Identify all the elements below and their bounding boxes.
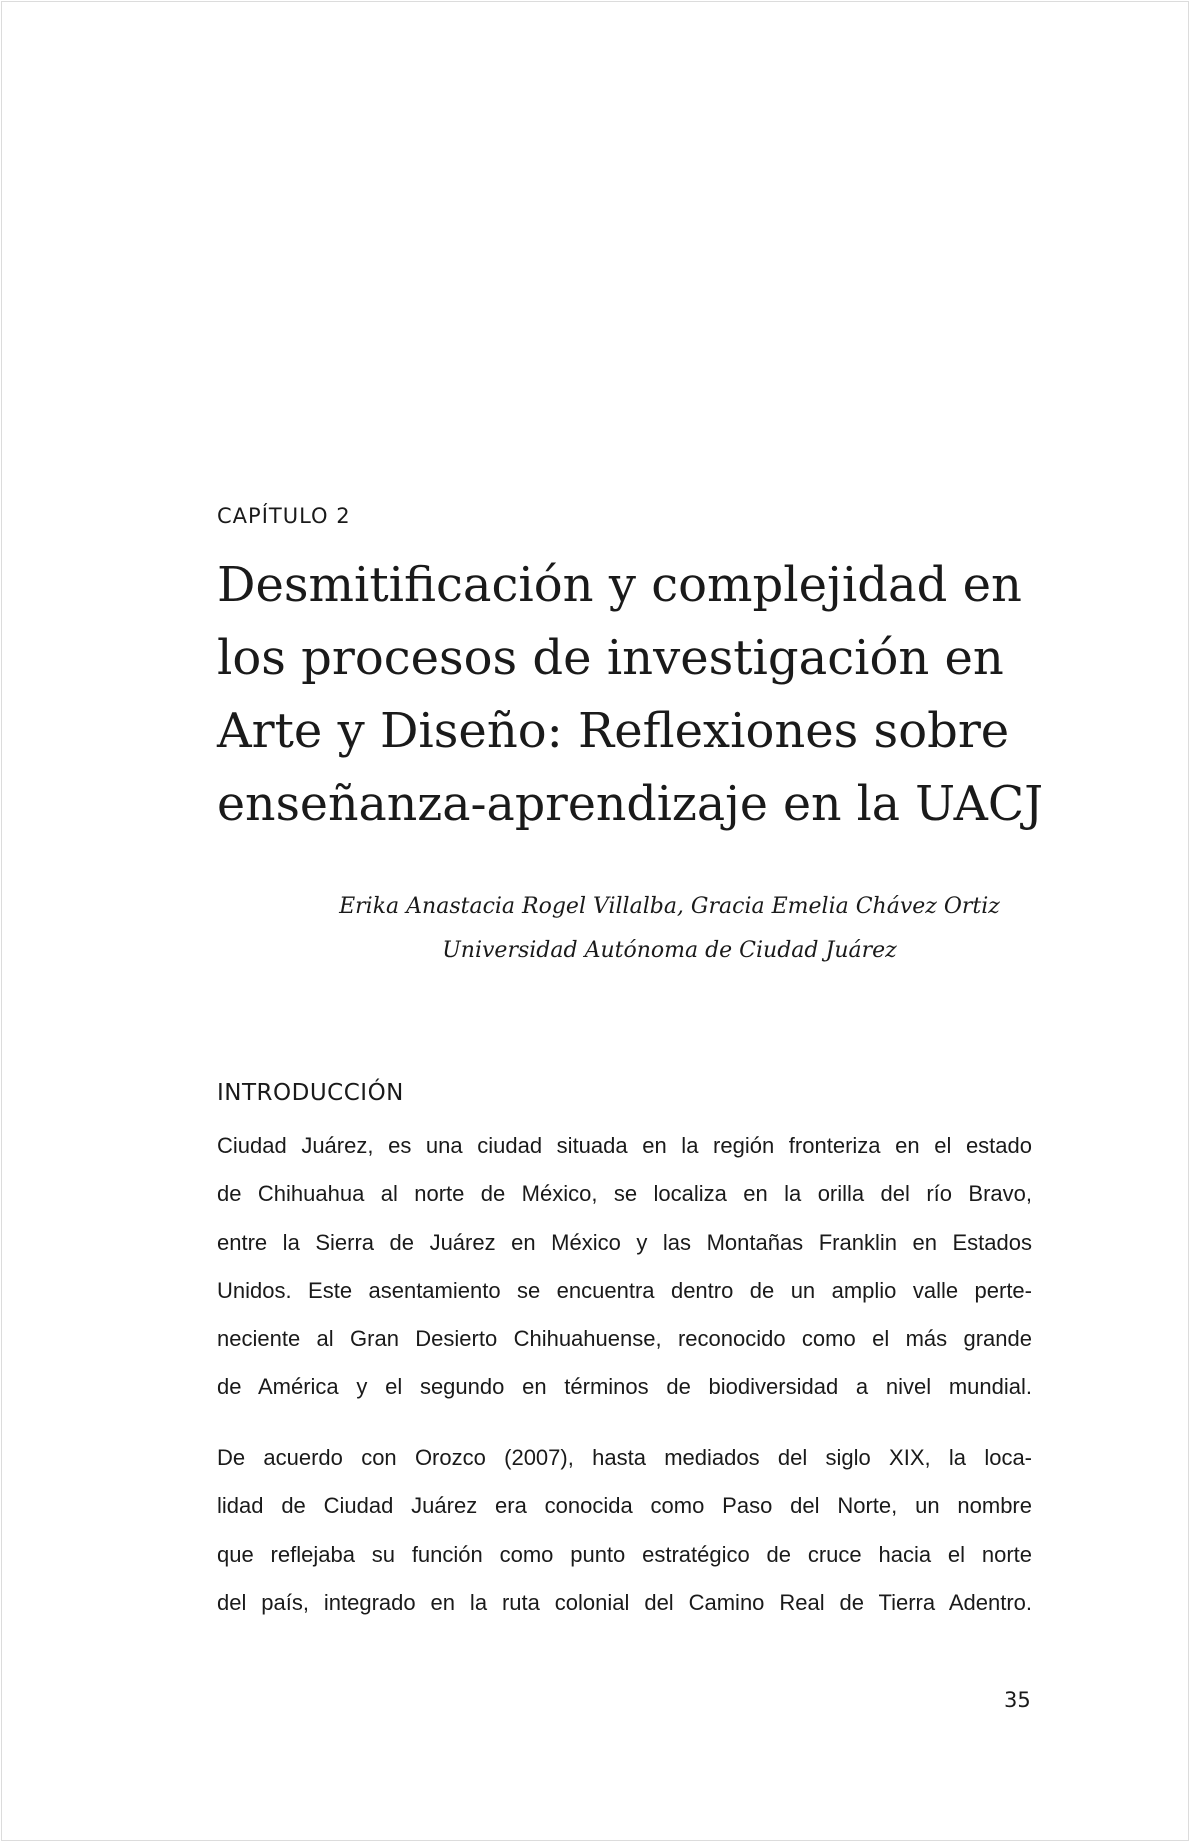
- chapter-label: CAPÍTULO 2: [217, 504, 351, 528]
- body-paragraph-2: [217, 1434, 1032, 1627]
- section-heading: INTRODUCCIÓN: [217, 1080, 404, 1106]
- page-number: 35: [1004, 1688, 1031, 1712]
- chapter-title-line: enseñanza-aprendizaje en la UACJ: [217, 777, 1044, 832]
- chapter-title-line: Arte y Diseño: Reflexiones sobre: [217, 703, 1010, 759]
- chapter-title: [217, 549, 1047, 841]
- chapter-title-line: los procesos de investigación en: [217, 630, 1004, 686]
- paragraph-line: de Chihuahua al norte de México, se localiza en la orilla del río Bravo,: [217, 1181, 1032, 1207]
- byline: [217, 885, 1032, 973]
- paragraph-line: neciente al Gran Desierto Chihuahuense, reconocido como el más grande: [217, 1326, 1032, 1352]
- paragraph-line: de América y el segundo en términos de biodiversidad a nivel mundial.: [217, 1374, 1032, 1400]
- body-paragraph-1: [217, 1122, 1032, 1412]
- authors-affiliation: Universidad Autónoma de Ciudad Juárez: [442, 938, 897, 963]
- paragraph-line: que reflejaba su función como punto estratégico de cruce hacia el norte: [217, 1541, 1032, 1567]
- paragraph-line: Ciudad Juárez, es una ciudad situada en la región fronteriza en el estado: [217, 1133, 1032, 1158]
- chapter-title-line: Desmitificación y complejidad en: [217, 557, 1022, 613]
- paragraph-line: del país, integrado en la ruta colonial del Camino Real de Tierra Adentro.: [217, 1589, 1032, 1615]
- paragraph-line: Unidos. Este asentamiento se encuentra dentro de un amplio valle perte-: [217, 1277, 1032, 1303]
- authors-names: Erika Anastacia Rogel Villalba, Gracia Emelia Chávez Ortiz: [339, 894, 1000, 919]
- paragraph-line: entre la Sierra de Juárez en México y las Montañas Franklin en Estados: [217, 1229, 1032, 1255]
- paragraph-line: De acuerdo con Orozco (2007), hasta mediados del siglo XIX, la loca-: [217, 1445, 1032, 1470]
- book-page: [1, 1, 1189, 1841]
- paragraph-line: lidad de Ciudad Juárez era conocida como Paso del Norte, un nombre: [217, 1493, 1032, 1519]
